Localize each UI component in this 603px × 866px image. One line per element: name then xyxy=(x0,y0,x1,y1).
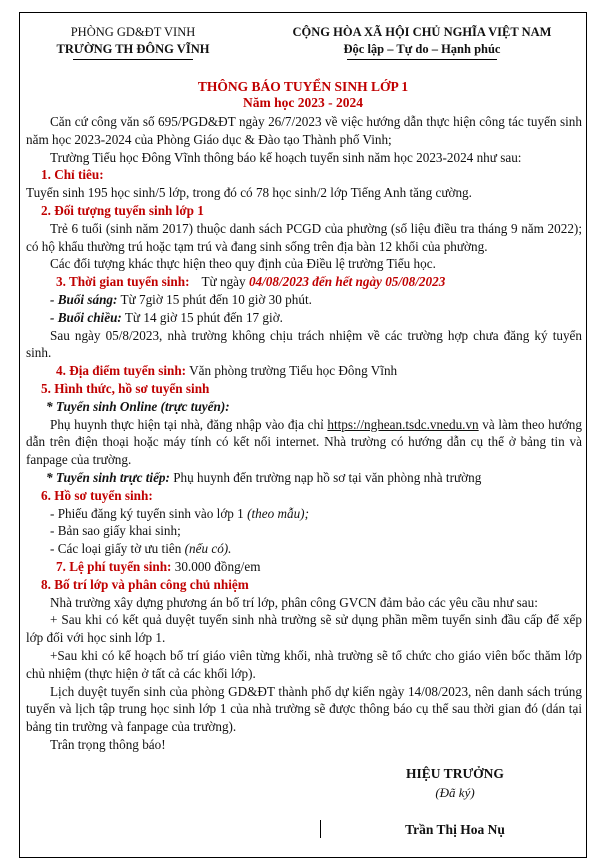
location-line xyxy=(41,362,582,380)
national-motto: Độc lập – Tự do – Hạnh phúc xyxy=(343,42,501,56)
direct-text: Phụ huynh đến trường nạp hồ sơ tại văn phòng nhà trường xyxy=(169,469,482,485)
registration-link[interactable]: https://nghean.tsdc.vnedu.vn xyxy=(327,416,479,432)
document-item-note: (nếu có). xyxy=(184,541,232,557)
eligibility-text-other: Các đối tượng khác thực hiện theo quy định của Điều lệ trường Tiểu học. xyxy=(50,256,436,272)
section-heading-method: 5. Hình thức, hồ sơ tuyển sinh xyxy=(41,380,210,396)
issuer-block xyxy=(38,24,228,60)
department-name: PHÒNG GD&ĐT VINH xyxy=(70,25,196,39)
document-item-text: - Các loại giấy tờ ưu tiên xyxy=(50,541,185,557)
online-label: * Tuyển sinh Online (trực tuyến): xyxy=(46,398,230,414)
eligibility-text: Trẻ 6 tuổi (sinh năm 2017) thuộc danh sách PCGD của phường (số liệu điều tra tháng 9 năm 2022); có hộ khẩu thường trú hoặc tạm trú và đang sinh sống trên địa bàn 12 khối của phường. xyxy=(26,220,582,254)
signatory-title: HIỆU TRƯỞNG xyxy=(406,766,504,781)
direct-line xyxy=(46,469,582,487)
document-body xyxy=(26,113,582,754)
intro-paragraph: Căn cứ công văn số 695/PGD&ĐT ngày 26/7/2023 về việc hướng dẫn thực hiện công tác tuyển sinh năm học 2023-2024 của Phòng Giáo dục & Đào tạo Thành phố Vinh; xyxy=(26,114,582,147)
document-item-text: - Phiếu đăng ký tuyển sinh vào lớp 1 xyxy=(50,505,248,521)
morning-hours xyxy=(50,291,582,309)
section-heading-fee: 7. Lệ phí tuyển sinh: xyxy=(56,558,172,574)
national-header xyxy=(262,24,582,60)
intro-paragraph: Trường Tiểu học Đông Vĩnh thông báo kế hoạch tuyển sinh năm học 2023-2024 như sau: xyxy=(50,149,522,165)
online-text xyxy=(26,416,582,469)
section-heading-classes: 8. Bố trí lớp và phân công chủ nhiệm xyxy=(41,576,249,592)
school-year: Năm học 2023 - 2024 xyxy=(243,95,363,110)
schedule-text: Lịch duyệt tuyển sinh của phòng GD&ĐT thành phố dự kiến ngày 14/08/2023, nên danh sách trúng tuyển và lịch tập trung học sinh lớp 1 của nhà trường sẽ được thông báo cụ thể sau thời gian đó (dán tại bảng tin trường và fanpage của trường). xyxy=(26,683,582,735)
afternoon-hours xyxy=(50,309,582,327)
school-name: TRƯỜNG TH ĐÔNG VĨNH xyxy=(56,42,210,56)
fee-line xyxy=(41,558,582,576)
morning-text: Từ 7giờ 15 phút đến 10 giờ 30 phút. xyxy=(117,291,312,307)
afternoon-label: - Buổi chiều: xyxy=(50,309,122,325)
school-underline xyxy=(73,59,193,60)
document-item: - Bản sao giấy khai sinh; xyxy=(50,523,181,539)
section-heading-quota: 1. Chỉ tiêu: xyxy=(41,167,104,183)
classes-text: Nhà trường xây dựng phương án bố trí lớp, phân công GVCN đảm bảo các yêu cầu như sau: xyxy=(50,594,538,610)
signatory-name: Trần Thị Hoa Nụ xyxy=(405,822,505,837)
document-title: THÔNG BÁO TUYỂN SINH LỚP 1 xyxy=(197,79,409,94)
direct-label: * Tuyển sinh trực tiếp: xyxy=(46,469,170,485)
text-cursor xyxy=(320,820,321,838)
country-name: CỘNG HÒA XÃ HỘI CHỦ NGHĨA VIỆT NAM xyxy=(292,25,552,39)
time-from-label: Từ ngày xyxy=(201,274,249,290)
closing-text: Trân trọng thông báo! xyxy=(50,736,166,752)
enrollment-dates: 04/08/2023 đến hết ngày 05/08/2023 xyxy=(248,274,446,290)
quota-text: Tuyển sinh 195 học sinh/5 lớp, trong đó có 78 học sinh/2 lớp Tiếng Anh tăng cường. xyxy=(26,185,472,201)
section-heading-time: 3. Thời gian tuyển sinh: xyxy=(56,274,190,290)
signed-note: (Đã ký) xyxy=(435,785,475,800)
morning-label: - Buổi sáng: xyxy=(50,291,118,307)
document-item-note: (theo mẫu); xyxy=(247,505,309,521)
section-heading-location: 4. Địa điểm tuyển sinh: xyxy=(56,363,187,379)
classes-text: +Sau khi có kế hoạch bố trí giáo viên từng khối, nhà trường sẽ tổ chức cho giáo viên bốc thăm lớp chủ nhiệm (thực hiện ở tất cả các khối lớp). xyxy=(26,647,582,681)
deadline-note: Sau ngày 05/8/2023, nhà trường không chịu trách nhiệm về các trường hợp chưa đăng ký tuyển sinh. xyxy=(26,327,582,361)
section-heading-documents: 6. Hồ sơ tuyển sinh: xyxy=(41,487,153,503)
online-text-b: và làm theo hướng dẫn trên điện thoại hoặc máy tính có kết nối internet. Nhà trường có hướng dẫn cụ thể ở bảng tin và fanpage của trường. xyxy=(26,416,582,468)
document-item xyxy=(50,540,582,558)
section-heading-eligibility: 2. Đối tượng tuyển sinh lớp 1 xyxy=(41,202,204,218)
enrollment-time-line xyxy=(41,273,582,291)
classes-text: + Sau khi có kết quả duyệt tuyển sinh nhà trường sẽ sử dụng phần mềm tuyển sinh đầu cấp để xếp lớp đối với học sinh lớp 1. xyxy=(26,612,582,646)
location-text: Văn phòng trường Tiểu học Đông Vĩnh xyxy=(186,363,398,379)
motto-underline xyxy=(347,59,497,60)
online-text-a: Phụ huynh thực hiện tại nhà, đăng nhập vào địa chỉ xyxy=(50,416,328,432)
document-item xyxy=(50,505,582,523)
fee-text: 30.000 đồng/em xyxy=(171,558,261,574)
afternoon-text: Từ 14 giờ 15 phút đến 17 giờ. xyxy=(121,309,283,325)
